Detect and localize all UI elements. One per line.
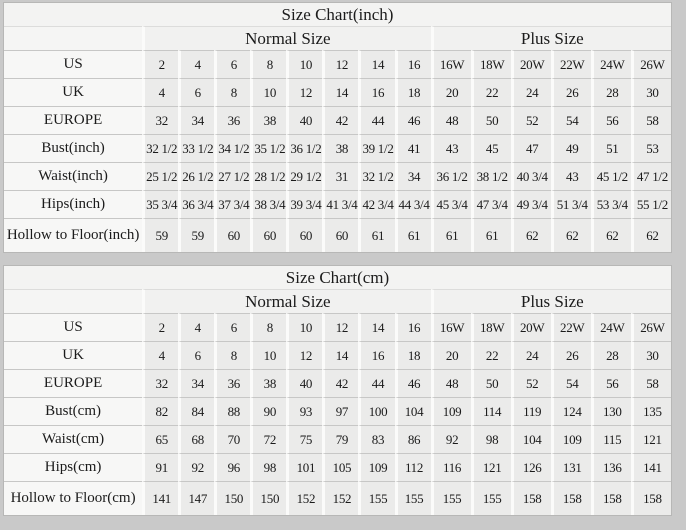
size-cell: 8 [214,78,250,106]
size-cell: 147 [178,481,214,515]
table-title: Size Chart(cm) [4,266,671,289]
row-label: US [4,313,142,341]
size-cell: 42 3/4 [358,190,394,218]
size-cell: 48 [431,369,471,397]
size-cell: 36 [214,369,250,397]
row-label: EUROPE [4,106,142,134]
size-cell: 109 [551,425,591,453]
column-group-row [4,26,671,50]
size-cell: 6 [178,341,214,369]
size-cell: 26W [631,313,671,341]
size-cell: 6 [178,78,214,106]
size-cell: 104 [511,425,551,453]
row-label: Waist(inch) [4,162,142,190]
size-cell: 83 [358,425,394,453]
size-cell: 84 [178,397,214,425]
size-cell: 61 [471,218,511,252]
table-row [4,341,671,369]
row-label: UK [4,341,142,369]
size-cell: 4 [178,313,214,341]
size-cell: 121 [631,425,671,453]
size-cell: 93 [286,397,322,425]
size-cell: 49 [551,134,591,162]
size-cell: 90 [250,397,286,425]
size-cell: 112 [395,453,431,481]
table-row [4,453,671,481]
size-cell: 38 [250,106,286,134]
size-cell: 12 [286,341,322,369]
size-cell: 62 [631,218,671,252]
size-cell: 16 [358,341,394,369]
normal-size-header: Normal Size [142,26,430,50]
size-cell: 131 [551,453,591,481]
size-cell: 60 [286,218,322,252]
size-cell: 50 [471,106,511,134]
size-cell: 10 [286,50,322,78]
size-cell: 121 [471,453,511,481]
size-cell: 61 [358,218,394,252]
size-cell: 54 [551,106,591,134]
size-cell: 14 [322,78,358,106]
size-cell: 45 1/2 [591,162,631,190]
size-chart-cm-table [3,265,672,516]
size-cell: 155 [471,481,511,515]
size-cell: 22W [551,313,591,341]
size-cell: 34 [178,369,214,397]
size-cell: 10 [250,341,286,369]
size-cell: 124 [551,397,591,425]
size-cell: 51 3/4 [551,190,591,218]
size-cell: 26 1/2 [178,162,214,190]
size-cell: 100 [358,397,394,425]
size-cell: 16W [431,50,471,78]
row-label: Hips(cm) [4,453,142,481]
size-cell: 20 [431,341,471,369]
size-cell: 46 [395,369,431,397]
size-cell: 39 1/2 [358,134,394,162]
size-cell: 36 1/2 [286,134,322,162]
column-group-row [4,289,671,313]
size-cell: 41 3/4 [322,190,358,218]
size-cell: 155 [431,481,471,515]
size-cell: 12 [322,50,358,78]
table-row [4,190,671,218]
size-cell: 40 [286,106,322,134]
size-cell: 18 [395,78,431,106]
size-cell: 155 [358,481,394,515]
size-cell: 10 [250,78,286,106]
size-cell: 32 1/2 [142,134,178,162]
size-cell: 28 [591,341,631,369]
size-cell: 34 [178,106,214,134]
size-cell: 155 [395,481,431,515]
size-cell: 26 [551,341,591,369]
size-cell: 22 [471,78,511,106]
size-cell: 20W [511,50,551,78]
size-cell: 20W [511,313,551,341]
size-cell: 28 1/2 [250,162,286,190]
size-cell: 4 [178,50,214,78]
size-cell: 47 [511,134,551,162]
size-cell: 12 [286,78,322,106]
size-cell: 158 [511,481,551,515]
size-cell: 91 [142,453,178,481]
size-cell: 24W [591,50,631,78]
size-cell: 135 [631,397,671,425]
table-row [4,106,671,134]
size-cell: 40 3/4 [511,162,551,190]
size-chart-inch-table [3,2,672,253]
size-cell: 50 [471,369,511,397]
size-cell: 10 [286,313,322,341]
corner-cell [4,289,142,313]
table-title-row [4,3,671,26]
size-cell: 60 [250,218,286,252]
size-cell: 26W [631,50,671,78]
size-cell: 72 [250,425,286,453]
size-cell: 56 [591,369,631,397]
table-title: Size Chart(inch) [4,3,671,26]
size-cell: 8 [214,341,250,369]
size-cell: 22 [471,341,511,369]
size-cell: 105 [322,453,358,481]
size-cell: 16W [431,313,471,341]
size-cell: 12 [322,313,358,341]
size-cell: 26 [551,78,591,106]
size-cell: 98 [471,425,511,453]
size-cell: 48 [431,106,471,134]
size-cell: 34 [395,162,431,190]
size-cell: 152 [286,481,322,515]
size-cell: 44 [358,369,394,397]
size-cell: 14 [358,313,394,341]
size-cell: 88 [214,397,250,425]
size-cell: 82 [142,397,178,425]
size-cell: 53 3/4 [591,190,631,218]
size-cell: 24 [511,341,551,369]
size-cell: 61 [431,218,471,252]
size-cell: 115 [591,425,631,453]
row-label: Hollow to Floor(inch) [4,218,142,252]
size-cell: 49 3/4 [511,190,551,218]
size-cell: 39 3/4 [286,190,322,218]
row-label: UK [4,78,142,106]
table-row [4,313,671,341]
size-cell: 14 [322,341,358,369]
size-cell: 141 [631,453,671,481]
size-cell: 38 3/4 [250,190,286,218]
size-cell: 44 3/4 [395,190,431,218]
size-cell: 31 [322,162,358,190]
size-cell: 35 1/2 [250,134,286,162]
plus-size-header: Plus Size [431,289,671,313]
size-cell: 59 [178,218,214,252]
size-cell: 30 [631,78,671,106]
size-cell: 62 [511,218,551,252]
size-cell: 22W [551,50,591,78]
size-cell: 28 [591,78,631,106]
size-cell: 70 [214,425,250,453]
size-cell: 6 [214,313,250,341]
size-cell: 62 [591,218,631,252]
size-cell: 150 [214,481,250,515]
size-cell: 101 [286,453,322,481]
size-cell: 36 [214,106,250,134]
size-cell: 6 [214,50,250,78]
size-cell: 54 [551,369,591,397]
size-cell: 36 3/4 [178,190,214,218]
size-cell: 37 3/4 [214,190,250,218]
size-cell: 158 [631,481,671,515]
size-cell: 51 [591,134,631,162]
size-cell: 27 1/2 [214,162,250,190]
size-cell: 68 [178,425,214,453]
size-cell: 29 1/2 [286,162,322,190]
size-cell: 119 [511,397,551,425]
size-cell: 16 [395,313,431,341]
size-cell: 45 3/4 [431,190,471,218]
table-row [4,218,671,252]
size-cell: 8 [250,313,286,341]
size-cell: 98 [250,453,286,481]
size-cell: 116 [431,453,471,481]
size-cell: 18W [471,313,511,341]
row-label: Hips(inch) [4,190,142,218]
size-cell: 55 1/2 [631,190,671,218]
size-cell: 92 [431,425,471,453]
table-row [4,78,671,106]
size-cell: 2 [142,50,178,78]
table-row [4,50,671,78]
size-cell: 47 3/4 [471,190,511,218]
size-cell: 92 [178,453,214,481]
size-cell: 34 1/2 [214,134,250,162]
size-cell: 96 [214,453,250,481]
size-cell: 75 [286,425,322,453]
size-cell: 109 [431,397,471,425]
size-cell: 30 [631,341,671,369]
size-cell: 61 [395,218,431,252]
plus-size-header: Plus Size [431,26,671,50]
size-cell: 86 [395,425,431,453]
table-row [4,134,671,162]
size-cell: 60 [322,218,358,252]
row-label: Hollow to Floor(cm) [4,481,142,515]
size-cell: 114 [471,397,511,425]
row-label: Bust(inch) [4,134,142,162]
size-cell: 44 [358,106,394,134]
row-label: EUROPE [4,369,142,397]
size-cell: 14 [358,50,394,78]
size-cell: 62 [551,218,591,252]
size-cell: 38 [250,369,286,397]
size-cell: 141 [142,481,178,515]
size-cell: 150 [250,481,286,515]
size-cell: 40 [286,369,322,397]
size-cell: 4 [142,78,178,106]
size-cell: 104 [395,397,431,425]
size-cell: 130 [591,397,631,425]
size-cell: 43 [551,162,591,190]
size-cell: 16 [358,78,394,106]
size-cell: 33 1/2 [178,134,214,162]
size-cell: 126 [511,453,551,481]
size-cell: 59 [142,218,178,252]
size-cell: 45 [471,134,511,162]
table-row [4,162,671,190]
size-cell: 152 [322,481,358,515]
size-cell: 38 1/2 [471,162,511,190]
size-cell: 43 [431,134,471,162]
size-cell: 32 1/2 [358,162,394,190]
size-cell: 25 1/2 [142,162,178,190]
size-cell: 58 [631,369,671,397]
size-cell: 38 [322,134,358,162]
size-cell: 56 [591,106,631,134]
size-cell: 20 [431,78,471,106]
table-row [4,397,671,425]
size-cell: 32 [142,369,178,397]
row-label: US [4,50,142,78]
size-cell: 79 [322,425,358,453]
size-cell: 36 1/2 [431,162,471,190]
size-cell: 2 [142,313,178,341]
size-cell: 52 [511,106,551,134]
size-cell: 41 [395,134,431,162]
row-label: Waist(cm) [4,425,142,453]
size-cell: 158 [591,481,631,515]
table-row [4,425,671,453]
size-cell: 18W [471,50,511,78]
size-cell: 24 [511,78,551,106]
size-cell: 158 [551,481,591,515]
size-cell: 136 [591,453,631,481]
size-cell: 65 [142,425,178,453]
size-cell: 42 [322,369,358,397]
size-cell: 58 [631,106,671,134]
normal-size-header: Normal Size [142,289,430,313]
size-cell: 53 [631,134,671,162]
size-cell: 60 [214,218,250,252]
size-cell: 47 1/2 [631,162,671,190]
table-title-row [4,266,671,289]
size-cell: 4 [142,341,178,369]
size-cell: 42 [322,106,358,134]
size-cell: 18 [395,341,431,369]
size-cell: 46 [395,106,431,134]
size-cell: 24W [591,313,631,341]
size-cell: 8 [250,50,286,78]
size-cell: 97 [322,397,358,425]
row-label: Bust(cm) [4,397,142,425]
table-row [4,369,671,397]
corner-cell [4,26,142,50]
size-cell: 109 [358,453,394,481]
table-row [4,481,671,515]
size-cell: 16 [395,50,431,78]
size-cell: 32 [142,106,178,134]
size-cell: 52 [511,369,551,397]
size-cell: 35 3/4 [142,190,178,218]
